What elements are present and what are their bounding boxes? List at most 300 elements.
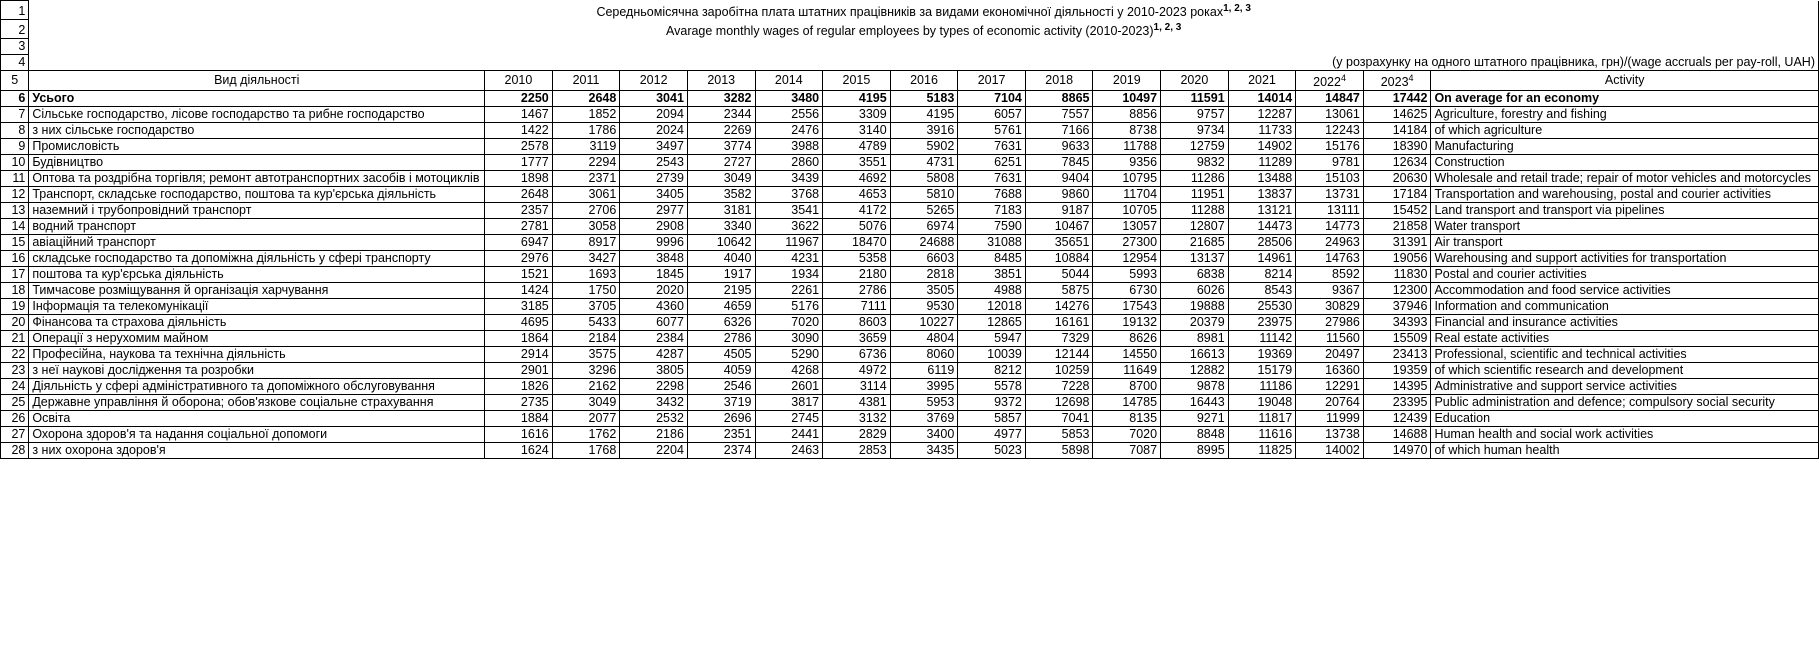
value-2014: 7020 <box>755 315 823 331</box>
value-2022: 15176 <box>1296 139 1364 155</box>
value-2013: 2786 <box>687 331 755 347</box>
value-2018: 10467 <box>1025 219 1093 235</box>
value-2018: 8865 <box>1025 91 1093 107</box>
value-2021: 11616 <box>1228 427 1296 443</box>
value-2016: 3769 <box>890 411 958 427</box>
value-2019: 11788 <box>1093 139 1161 155</box>
value-2011: 3296 <box>552 363 620 379</box>
title-en <box>29 20 1819 39</box>
value-2019: 14550 <box>1093 347 1161 363</box>
table-row <box>1 315 1819 331</box>
header-year-2018: 2018 <box>1025 71 1093 91</box>
value-2010: 1424 <box>485 283 553 299</box>
value-2013: 2696 <box>687 411 755 427</box>
value-2014: 3817 <box>755 395 823 411</box>
activity-name-uk: Охорона здоров'я та надання соціальної допомоги <box>29 427 485 443</box>
row-number: 4 <box>1 55 29 71</box>
value-2013: 4505 <box>687 347 755 363</box>
value-2022: 12243 <box>1296 123 1364 139</box>
header-year-2010: 2010 <box>485 71 553 91</box>
activity-name-uk: Інформація та телекомунікації <box>29 299 485 315</box>
value-2015: 7111 <box>823 299 891 315</box>
value-2015: 2786 <box>823 283 891 299</box>
value-2018: 9404 <box>1025 171 1093 187</box>
value-2022: 14847 <box>1296 91 1364 107</box>
value-2020: 9734 <box>1161 123 1229 139</box>
value-2018: 5044 <box>1025 267 1093 283</box>
value-2010: 1616 <box>485 427 553 443</box>
activity-name-en: Land transport and transport via pipelines <box>1431 203 1819 219</box>
value-2016: 3505 <box>890 283 958 299</box>
activity-name-en: On average for an economy <box>1431 91 1819 107</box>
value-2015: 4789 <box>823 139 891 155</box>
value-2014: 4268 <box>755 363 823 379</box>
row-number: 27 <box>1 427 29 443</box>
row-number: 9 <box>1 139 29 155</box>
value-2014: 5290 <box>755 347 823 363</box>
header-year-2015: 2015 <box>823 71 891 91</box>
value-2019: 8738 <box>1093 123 1161 139</box>
value-2016: 5810 <box>890 187 958 203</box>
value-2013: 10642 <box>687 235 755 251</box>
value-2012: 2739 <box>620 171 688 187</box>
value-2010: 2357 <box>485 203 553 219</box>
value-2011: 1750 <box>552 283 620 299</box>
value-2022: 20497 <box>1296 347 1364 363</box>
value-2016: 5953 <box>890 395 958 411</box>
row-number: 25 <box>1 395 29 411</box>
title-en-text: Avarage monthly wages of regular employees by types of economic activity (2010-2023) <box>666 23 1154 38</box>
header-year-2012: 2012 <box>620 71 688 91</box>
value-2022: 8592 <box>1296 267 1364 283</box>
activity-name-uk: з них сільське господарство <box>29 123 485 139</box>
value-2020: 9878 <box>1161 379 1229 395</box>
row-number: 24 <box>1 379 29 395</box>
value-2017: 8485 <box>958 251 1026 267</box>
value-2016: 10227 <box>890 315 958 331</box>
value-2018: 7557 <box>1025 107 1093 123</box>
value-2013: 2344 <box>687 107 755 123</box>
value-2019: 10497 <box>1093 91 1161 107</box>
value-2016: 3435 <box>890 443 958 459</box>
activity-name-uk: Операції з нерухомим майном <box>29 331 485 347</box>
value-2016: 8060 <box>890 347 958 363</box>
value-2012: 2543 <box>620 155 688 171</box>
value-2022: 13061 <box>1296 107 1364 123</box>
value-2020: 9832 <box>1161 155 1229 171</box>
value-2022: 13111 <box>1296 203 1364 219</box>
value-2011: 3061 <box>552 187 620 203</box>
value-2020: 9271 <box>1161 411 1229 427</box>
activity-name-en: Manufacturing <box>1431 139 1819 155</box>
value-2018: 7845 <box>1025 155 1093 171</box>
value-2012: 2204 <box>620 443 688 459</box>
table-row <box>1 155 1819 171</box>
table-row <box>1 395 1819 411</box>
activity-name-en: Administrative and support service activities <box>1431 379 1819 395</box>
value-2011: 1693 <box>552 267 620 283</box>
value-2013: 3049 <box>687 171 755 187</box>
value-2021: 13488 <box>1228 171 1296 187</box>
value-2010: 1898 <box>485 171 553 187</box>
value-2021: 11733 <box>1228 123 1296 139</box>
header-year-2020: 2020 <box>1161 71 1229 91</box>
activity-name-en: Real estate activities <box>1431 331 1819 347</box>
activity-name-uk: з неї наукові дослідження та розробки <box>29 363 485 379</box>
activity-name-uk: Оптова та роздрібна торгівля; ремонт автотранспортних засобів і мотоциклів <box>29 171 485 187</box>
value-2012: 3805 <box>620 363 688 379</box>
value-2014: 4231 <box>755 251 823 267</box>
activity-name-uk: Промисловість <box>29 139 485 155</box>
row-number: 17 <box>1 267 29 283</box>
row-number: 12 <box>1 187 29 203</box>
row-number: 28 <box>1 443 29 459</box>
value-2016: 4731 <box>890 155 958 171</box>
value-2016: 5183 <box>890 91 958 107</box>
value-2021: 25530 <box>1228 299 1296 315</box>
value-2015: 2853 <box>823 443 891 459</box>
value-2015: 3140 <box>823 123 891 139</box>
value-2023: 12634 <box>1363 155 1431 171</box>
value-2010: 2976 <box>485 251 553 267</box>
value-2013: 3181 <box>687 203 755 219</box>
value-2020: 8981 <box>1161 331 1229 347</box>
table-row <box>1 107 1819 123</box>
value-2021: 28506 <box>1228 235 1296 251</box>
value-2012: 2532 <box>620 411 688 427</box>
value-2015: 2180 <box>823 267 891 283</box>
value-2013: 4659 <box>687 299 755 315</box>
table-row <box>1 219 1819 235</box>
value-2013: 3282 <box>687 91 755 107</box>
value-2017: 6251 <box>958 155 1026 171</box>
value-2010: 1624 <box>485 443 553 459</box>
value-2012: 1845 <box>620 267 688 283</box>
value-2010: 2901 <box>485 363 553 379</box>
value-2020: 11591 <box>1161 91 1229 107</box>
value-2018: 7041 <box>1025 411 1093 427</box>
value-2015: 2829 <box>823 427 891 443</box>
row-number: 1 <box>1 1 29 20</box>
value-2023: 14970 <box>1363 443 1431 459</box>
activity-name-uk: Сільське господарство, лісове господарство та рибне господарство <box>29 107 485 123</box>
row-number: 8 <box>1 123 29 139</box>
activity-name-uk: поштова та кур'єрська діяльність <box>29 267 485 283</box>
value-2019: 8135 <box>1093 411 1161 427</box>
value-2023: 23413 <box>1363 347 1431 363</box>
value-2021: 14473 <box>1228 219 1296 235</box>
activity-name-uk: Професійна, наукова та технічна діяльність <box>29 347 485 363</box>
header-year-2023 <box>1363 71 1431 91</box>
value-2022: 9781 <box>1296 155 1364 171</box>
header-year-2022 <box>1296 71 1364 91</box>
value-2021: 8214 <box>1228 267 1296 283</box>
value-2017: 8212 <box>958 363 1026 379</box>
value-2015: 5358 <box>823 251 891 267</box>
activity-name-uk: складське господарство та допоміжна діяльність у сфері транспорту <box>29 251 485 267</box>
activity-name-uk: Усього <box>29 91 485 107</box>
value-2014: 3988 <box>755 139 823 155</box>
value-2015: 6736 <box>823 347 891 363</box>
value-2011: 1768 <box>552 443 620 459</box>
value-2011: 1762 <box>552 427 620 443</box>
value-2022: 24963 <box>1296 235 1364 251</box>
value-2019: 13057 <box>1093 219 1161 235</box>
table-row <box>1 251 1819 267</box>
value-2012: 2020 <box>620 283 688 299</box>
value-2021: 15179 <box>1228 363 1296 379</box>
value-2013: 6326 <box>687 315 755 331</box>
value-2021: 11817 <box>1228 411 1296 427</box>
value-2019: 19132 <box>1093 315 1161 331</box>
value-2020: 12807 <box>1161 219 1229 235</box>
value-2021: 19369 <box>1228 347 1296 363</box>
value-2023: 19359 <box>1363 363 1431 379</box>
value-2020: 8995 <box>1161 443 1229 459</box>
value-2021: 13837 <box>1228 187 1296 203</box>
value-2020: 9757 <box>1161 107 1229 123</box>
value-2018: 9633 <box>1025 139 1093 155</box>
header-year-2017: 2017 <box>958 71 1026 91</box>
value-2019: 8700 <box>1093 379 1161 395</box>
table-row <box>1 139 1819 155</box>
header-year-2019: 2019 <box>1093 71 1161 91</box>
value-2012: 3848 <box>620 251 688 267</box>
value-2023: 12439 <box>1363 411 1431 427</box>
value-2013: 3774 <box>687 139 755 155</box>
value-2016: 3400 <box>890 427 958 443</box>
row-number: 26 <box>1 411 29 427</box>
activity-name-uk: авіаційний транспорт <box>29 235 485 251</box>
row-number: 13 <box>1 203 29 219</box>
value-2020: 21685 <box>1161 235 1229 251</box>
value-2011: 1786 <box>552 123 620 139</box>
value-2010: 6947 <box>485 235 553 251</box>
value-2015: 18470 <box>823 235 891 251</box>
value-2014: 2476 <box>755 123 823 139</box>
value-2010: 4695 <box>485 315 553 331</box>
value-2020: 16443 <box>1161 395 1229 411</box>
value-2019: 8626 <box>1093 331 1161 347</box>
table-row <box>1 331 1819 347</box>
value-2021: 12287 <box>1228 107 1296 123</box>
value-2022: 16360 <box>1296 363 1364 379</box>
value-2023: 14184 <box>1363 123 1431 139</box>
value-2017: 7104 <box>958 91 1026 107</box>
value-2015: 3132 <box>823 411 891 427</box>
value-2012: 2908 <box>620 219 688 235</box>
activity-name-en: of which scientific research and development <box>1431 363 1819 379</box>
value-2019: 10705 <box>1093 203 1161 219</box>
table-row <box>1 203 1819 219</box>
value-2022: 20764 <box>1296 395 1364 411</box>
value-2010: 1884 <box>485 411 553 427</box>
value-2012: 3405 <box>620 187 688 203</box>
table-row <box>1 411 1819 427</box>
table-row <box>1 187 1819 203</box>
value-2011: 3119 <box>552 139 620 155</box>
value-2013: 4040 <box>687 251 755 267</box>
row-number: 21 <box>1 331 29 347</box>
row-number: 2 <box>1 20 29 39</box>
value-2017: 4977 <box>958 427 1026 443</box>
header-activity: Activity <box>1431 71 1819 91</box>
value-2014: 2860 <box>755 155 823 171</box>
row-number: 19 <box>1 299 29 315</box>
value-2020: 20379 <box>1161 315 1229 331</box>
value-2023: 34393 <box>1363 315 1431 331</box>
activity-name-en: Professional, scientific and technical activities <box>1431 347 1819 363</box>
header-year-2014: 2014 <box>755 71 823 91</box>
value-2019: 9356 <box>1093 155 1161 171</box>
value-2015: 3551 <box>823 155 891 171</box>
column-header-row <box>1 71 1819 91</box>
value-2012: 2024 <box>620 123 688 139</box>
row-number: 22 <box>1 347 29 363</box>
value-2023: 15509 <box>1363 331 1431 347</box>
row-number: 23 <box>1 363 29 379</box>
header-year-2011: 2011 <box>552 71 620 91</box>
value-2012: 4360 <box>620 299 688 315</box>
activity-name-uk: з них охорона здоров'я <box>29 443 485 459</box>
value-2023: 18390 <box>1363 139 1431 155</box>
value-2014: 5176 <box>755 299 823 315</box>
value-2014: 2441 <box>755 427 823 443</box>
value-2022: 30829 <box>1296 299 1364 315</box>
header-year-2016: 2016 <box>890 71 958 91</box>
value-2012: 6077 <box>620 315 688 331</box>
table-row <box>1 283 1819 299</box>
value-2019: 7087 <box>1093 443 1161 459</box>
value-2011: 3705 <box>552 299 620 315</box>
value-2010: 1521 <box>485 267 553 283</box>
value-2018: 9187 <box>1025 203 1093 219</box>
value-2010: 1826 <box>485 379 553 395</box>
value-2016: 5902 <box>890 139 958 155</box>
activity-name-en: Financial and insurance activities <box>1431 315 1819 331</box>
value-2017: 31088 <box>958 235 1026 251</box>
table-row <box>1 91 1819 107</box>
value-2015: 4195 <box>823 91 891 107</box>
value-2016: 6974 <box>890 219 958 235</box>
value-2022: 14763 <box>1296 251 1364 267</box>
title-uk-superscript: 1, 2, 3 <box>1223 2 1251 14</box>
value-2020: 12759 <box>1161 139 1229 155</box>
value-2015: 8603 <box>823 315 891 331</box>
value-2016: 6603 <box>890 251 958 267</box>
value-2014: 3090 <box>755 331 823 347</box>
value-2021: 19048 <box>1228 395 1296 411</box>
value-2022: 11999 <box>1296 411 1364 427</box>
value-2013: 2195 <box>687 283 755 299</box>
value-2013: 3719 <box>687 395 755 411</box>
row-number: 14 <box>1 219 29 235</box>
title-row-en <box>1 20 1819 39</box>
value-2021: 8543 <box>1228 283 1296 299</box>
value-2012: 2384 <box>620 331 688 347</box>
value-2010: 2781 <box>485 219 553 235</box>
value-2022: 11560 <box>1296 331 1364 347</box>
row-number: 20 <box>1 315 29 331</box>
value-2018: 10884 <box>1025 251 1093 267</box>
value-2015: 4692 <box>823 171 891 187</box>
value-2017: 7631 <box>958 139 1026 155</box>
value-2014: 2463 <box>755 443 823 459</box>
activity-name-en: Wholesale and retail trade; repair of motor vehicles and motorcycles <box>1431 171 1819 187</box>
header-year-2022-superscript: 4 <box>1340 73 1346 84</box>
value-2014: 3541 <box>755 203 823 219</box>
value-2016: 2818 <box>890 267 958 283</box>
value-2012: 2186 <box>620 427 688 443</box>
title-row-uk <box>1 1 1819 20</box>
value-2011: 2077 <box>552 411 620 427</box>
activity-name-en: Postal and courier activities <box>1431 267 1819 283</box>
value-2020: 16613 <box>1161 347 1229 363</box>
value-2017: 7590 <box>958 219 1026 235</box>
value-2018: 7329 <box>1025 331 1093 347</box>
value-2020: 6026 <box>1161 283 1229 299</box>
value-2017: 5023 <box>958 443 1026 459</box>
value-2017: 12018 <box>958 299 1026 315</box>
row-number: 3 <box>1 39 29 55</box>
value-2022: 27986 <box>1296 315 1364 331</box>
value-2011: 3427 <box>552 251 620 267</box>
header-year-2023-superscript: 4 <box>1408 73 1414 84</box>
title-en-superscript: 1, 2, 3 <box>1153 21 1182 33</box>
value-2015: 3114 <box>823 379 891 395</box>
value-2022: 13738 <box>1296 427 1364 443</box>
header-year-2021: 2021 <box>1228 71 1296 91</box>
value-2019: 27300 <box>1093 235 1161 251</box>
row-number: 10 <box>1 155 29 171</box>
value-2011: 3049 <box>552 395 620 411</box>
value-2022: 12291 <box>1296 379 1364 395</box>
value-2023: 37946 <box>1363 299 1431 315</box>
value-2014: 1934 <box>755 267 823 283</box>
value-2022: 14773 <box>1296 219 1364 235</box>
value-2016: 5265 <box>890 203 958 219</box>
value-2018: 35651 <box>1025 235 1093 251</box>
table-row <box>1 267 1819 283</box>
value-2018: 12144 <box>1025 347 1093 363</box>
activity-name-uk: Транспорт, складське господарство, поштова та кур'єрська діяльність <box>29 187 485 203</box>
value-2010: 2250 <box>485 91 553 107</box>
activity-name-uk: водний транспорт <box>29 219 485 235</box>
value-2017: 10039 <box>958 347 1026 363</box>
row-number: 16 <box>1 251 29 267</box>
value-2022: 9367 <box>1296 283 1364 299</box>
value-2018: 16161 <box>1025 315 1093 331</box>
value-2011: 1852 <box>552 107 620 123</box>
activity-name-uk: Діяльність у сфері адміністративного та допоміжного обслуговування <box>29 379 485 395</box>
value-2010: 1777 <box>485 155 553 171</box>
value-2014: 2261 <box>755 283 823 299</box>
activity-name-en: Construction <box>1431 155 1819 171</box>
row-number: 7 <box>1 107 29 123</box>
value-2012: 2094 <box>620 107 688 123</box>
row-number: 5 <box>1 71 29 91</box>
value-2017: 12865 <box>958 315 1026 331</box>
value-2012: 4287 <box>620 347 688 363</box>
value-2021: 23975 <box>1228 315 1296 331</box>
value-2015: 3309 <box>823 107 891 123</box>
value-2015: 4972 <box>823 363 891 379</box>
value-2017: 5857 <box>958 411 1026 427</box>
value-2018: 12698 <box>1025 395 1093 411</box>
value-2012: 3432 <box>620 395 688 411</box>
value-2011: 2184 <box>552 331 620 347</box>
table-row <box>1 171 1819 187</box>
